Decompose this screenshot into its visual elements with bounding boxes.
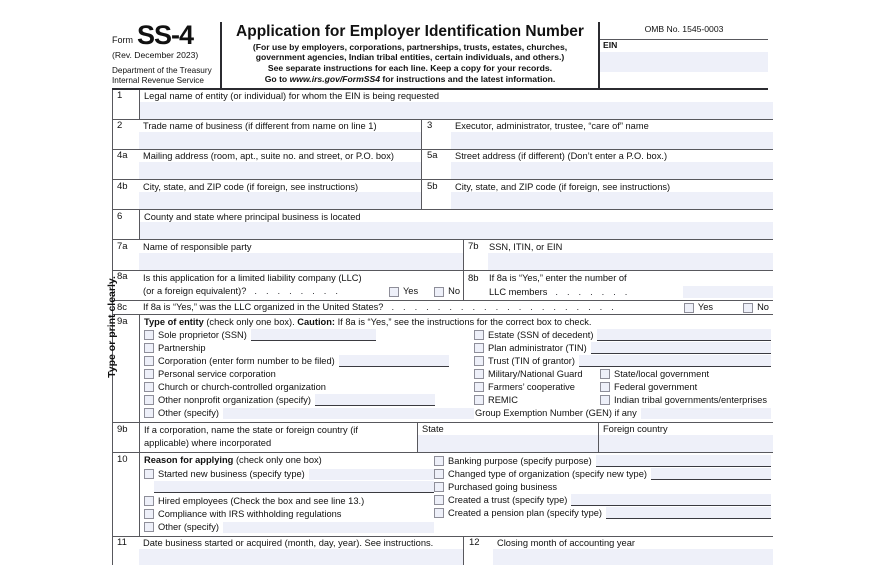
line-9a-right-options (474, 329, 771, 420)
reason-started-new-business-input-line2[interactable] (154, 481, 434, 493)
reason-banking-purpose-label: Banking purpose (specify purpose) (448, 456, 592, 467)
row-line-8c (113, 301, 773, 315)
form-subtitle-line2: government agencies, Indian tribal entities, certain individuals, and others.) (255, 52, 565, 63)
reason-created-trust-input[interactable] (571, 494, 771, 506)
entity-state-local-gov-checkbox[interactable] (600, 369, 610, 379)
reason-other-checkbox[interactable] (144, 522, 154, 532)
line-9a-caution-label: Caution: (297, 317, 335, 328)
line-2-label: Trade name of business (if different from name on line 1) (143, 121, 377, 132)
line-8c-no-checkbox[interactable] (743, 303, 753, 313)
dept-treasury-line: Department of the Treasury (112, 65, 212, 75)
entity-plan-administrator-label: Plan administrator (TIN) (488, 342, 587, 353)
entity-personal-service-corp-label: Personal service corporation (158, 368, 276, 379)
reason-created-trust-checkbox[interactable] (434, 495, 444, 505)
form-goto-line (226, 74, 594, 84)
group-exemption-label: Group Exemption Number (GEN) if any (475, 407, 637, 418)
form-instructions-note: See separate instructions for each line. Keep a copy for your records. (267, 63, 553, 74)
entity-federal-gov-label: Federal government (614, 381, 698, 392)
form-header (112, 22, 768, 90)
line-12-number: 12 (469, 537, 480, 549)
sidebar-vertical-label: Type or print clearly. (105, 275, 118, 378)
line-9b-state-label: State (422, 424, 444, 435)
line-10-heading-bold: Reason for applying (144, 454, 234, 465)
row-line-4b-5b (113, 180, 773, 210)
form-number: SS-4 (137, 20, 194, 50)
row-line-6 (113, 210, 773, 240)
row-line-10 (113, 453, 773, 537)
form-word-label: Form (112, 35, 133, 46)
entity-nonprofit-checkbox[interactable] (144, 395, 154, 405)
line-9a-heading (144, 317, 771, 328)
entity-farmers-coop-checkbox[interactable] (474, 382, 484, 392)
line-8b-label-line1: If 8a is “Yes,” enter the number of (489, 272, 627, 283)
entity-partnership-checkbox[interactable] (144, 343, 154, 353)
row-line-4a-5a (113, 150, 773, 180)
line-9b-foreign-country-input[interactable] (599, 435, 773, 452)
entity-state-local-gov-label: State/local government (614, 368, 710, 379)
line-8c-yes-checkbox[interactable] (684, 303, 694, 313)
reason-hired-employees-label: Hired employees (Check the box and see line 13.) (158, 496, 365, 507)
line-8b-leader-dots: . . . . . . . (555, 286, 631, 297)
reason-other-specify-input[interactable] (223, 522, 434, 533)
line-10-number: 10 (117, 453, 128, 465)
form-revision-date: (Rev. December 2023) (112, 49, 199, 60)
entity-indian-tribal-checkbox[interactable] (600, 395, 610, 405)
line-2-input[interactable] (139, 132, 421, 149)
line-10-heading-rest: (check only one box) (233, 454, 322, 465)
line-4b-label: City, state, and ZIP code (if foreign, see instructions) (143, 181, 359, 192)
line-9b-number: 9b (117, 423, 128, 435)
entity-remic-label: REMIC (488, 394, 518, 405)
line-9a-left-options (144, 329, 474, 420)
entity-nonprofit-specify-input[interactable] (315, 394, 435, 406)
entity-corporation-label: Corporation (enter form number to be filed) (158, 355, 335, 366)
line-9a-heading-mid: (check only one box). (203, 317, 298, 328)
row-line-7a-7b (113, 240, 773, 270)
entity-plan-administrator-checkbox[interactable] (474, 343, 484, 353)
line-4a-label: Mailing address (room, apt., suite no. and street, or P.O. box) (143, 151, 394, 162)
line-3-input[interactable] (451, 132, 773, 149)
line-8b-number: 8b (468, 272, 479, 284)
row-line-1 (113, 90, 773, 120)
line-8b-label-line2: LLC members (489, 286, 548, 297)
line-9a-number: 9a (117, 316, 128, 328)
line-7b-number: 7b (468, 240, 479, 252)
entity-trust-tin-input[interactable] (579, 355, 771, 367)
entity-corporation-checkbox[interactable] (144, 356, 154, 366)
entity-sole-proprietor-checkbox[interactable] (144, 330, 154, 340)
line-5b-number: 5b (427, 180, 438, 192)
ein-input[interactable] (600, 52, 768, 72)
line-11-number: 11 (117, 537, 127, 549)
reason-banking-purpose-input[interactable] (596, 455, 771, 467)
group-exemption-input[interactable] (641, 408, 771, 419)
form-subtitle-line1: (For use by employers, corporations, partnerships, trusts, estates, churches, (252, 41, 568, 52)
line-5a-input[interactable] (451, 162, 773, 179)
entity-plan-administrator-tin-input[interactable] (591, 342, 771, 354)
reason-changed-org-type-input[interactable] (651, 468, 771, 480)
line-8a-no-checkbox[interactable] (434, 287, 444, 297)
line-5b-label: City, state, and ZIP code (if foreign, see instructions) (455, 181, 671, 192)
entity-corporation-form-input[interactable] (339, 355, 449, 367)
line-10-right-options (434, 455, 771, 534)
line-5b-input[interactable] (451, 192, 773, 209)
line-8c-leader-dots: . . . . . . . . . . . . . . . . . . . . (391, 302, 618, 313)
line-8a-yes-label: Yes (402, 286, 419, 297)
reason-created-pension-plan-checkbox[interactable] (434, 508, 444, 518)
entity-partnership-label: Partnership (158, 342, 206, 353)
line-11-input[interactable] (139, 549, 463, 565)
entity-farmers-coop-label: Farmers’ cooperative (488, 381, 575, 392)
line-4b-number: 4b (117, 180, 128, 192)
line-8a-no-label: No (448, 286, 460, 297)
line-8a-number: 8a (117, 271, 128, 283)
line-8b-members-input[interactable] (683, 286, 773, 298)
line-4b-input[interactable] (139, 192, 421, 209)
entity-federal-gov-checkbox[interactable] (600, 382, 610, 392)
line-8c-no-label: No (757, 302, 769, 313)
entity-military-label: Military/National Guard (488, 368, 583, 379)
reason-created-trust-label: Created a trust (specify type) (448, 495, 568, 506)
line-7b-input[interactable] (488, 253, 773, 270)
reason-started-new-business-input[interactable] (309, 469, 434, 480)
row-line-9a (113, 315, 773, 423)
row-line-2-3 (113, 120, 773, 150)
line-8a-label-line1: Is this application for a limited liability company (LLC) (143, 272, 362, 283)
goto-prefix: Go to (264, 73, 290, 84)
line-8c-yes-label: Yes (697, 302, 714, 313)
entity-other-checkbox[interactable] (144, 408, 154, 418)
entity-trust-label: Trust (TIN of grantor) (488, 355, 575, 366)
reason-created-pension-plan-label: Created a pension plan (specify type) (448, 508, 603, 519)
row-line-9b (113, 423, 773, 453)
line-10-left-options (144, 455, 434, 534)
line-9a-heading-rest: If 8a is “Yes,” see the instructions for the correct box to check. (335, 317, 592, 328)
line-9a-heading-bold1: Type of entity (144, 317, 204, 328)
line-7a-input[interactable] (139, 253, 463, 270)
line-5a-label: Street address (if different) (Don’t enter a P.O. box.) (455, 151, 668, 162)
line-8c-label: If 8a is “Yes,” was the LLC organized in the United States? (143, 302, 384, 313)
line-8a-leader-dots: . . . . . . . . (254, 286, 342, 297)
entity-other-label: Other (specify) (158, 407, 219, 418)
line-7a-number: 7a (117, 240, 128, 252)
irs-url[interactable]: www.irs.gov/FormSS4 (289, 73, 380, 84)
entity-remic-checkbox[interactable] (474, 395, 484, 405)
entity-military-checkbox[interactable] (474, 369, 484, 379)
line-9b-state-input[interactable] (418, 435, 598, 452)
line-9b-label-line2: applicable) where incorporated (144, 438, 272, 449)
header-omb-block (598, 22, 768, 88)
entity-other-specify-input[interactable] (223, 408, 474, 419)
entity-church-checkbox[interactable] (144, 382, 154, 392)
line-1-number: 1 (117, 90, 123, 102)
entity-sole-proprietor-ssn-input[interactable] (251, 329, 376, 341)
reason-other-label: Other (specify) (158, 522, 219, 533)
line-6-label: County and state where principal business is located (144, 211, 361, 222)
reason-created-pension-plan-input[interactable] (606, 507, 771, 519)
line-9b-foreign-country-label: Foreign country (603, 424, 668, 435)
entity-indian-tribal-label: Indian tribal governments/enterprises (614, 394, 767, 405)
line-1-label: Legal name of entity (or individual) for whom the EIN is being requested (144, 91, 440, 102)
reason-changed-org-type-label: Changed type of organization (specify new type) (448, 469, 647, 480)
form-rows (113, 90, 773, 566)
line-11-label: Date business started or acquired (month, day, year). See instructions. (143, 538, 434, 549)
line-3-label: Executor, administrator, trustee, “care of” name (455, 121, 649, 132)
reason-started-new-business-label: Started new business (specify type) (158, 469, 305, 480)
header-form-id-block (112, 22, 220, 88)
reason-changed-org-type-checkbox[interactable] (434, 469, 444, 479)
goto-suffix: for instructions and the latest information. (380, 73, 556, 84)
line-9b-label-line1: If a corporation, name the state or foreign country (if (144, 424, 358, 435)
entity-sole-proprietor-label: Sole proprietor (SSN) (158, 329, 247, 340)
line-4a-number: 4a (117, 150, 128, 162)
line-6-input[interactable] (140, 222, 773, 239)
entity-personal-service-corp-checkbox[interactable] (144, 369, 154, 379)
ein-label: EIN (603, 39, 618, 50)
ein-box (600, 39, 768, 72)
line-3-number: 3 (427, 120, 433, 132)
line-6-number: 6 (117, 210, 123, 222)
reason-banking-purpose-checkbox[interactable] (434, 456, 444, 466)
reason-purchased-going-business-label: Purchased going business (448, 482, 558, 493)
entity-estate-ssn-input[interactable] (597, 329, 771, 341)
reason-started-new-business-checkbox[interactable] (144, 469, 154, 479)
header-title-block (220, 22, 598, 88)
line-8a-yes-checkbox[interactable] (389, 287, 399, 297)
line-12-label: Closing month of accounting year (497, 538, 635, 549)
line-2-number: 2 (117, 120, 123, 132)
line-5a-number: 5a (427, 150, 438, 162)
omb-number: OMB No. 1545-0003 (644, 24, 724, 34)
row-line-11-12 (113, 537, 773, 565)
form-ss4 (105, 20, 769, 565)
line-12-input[interactable] (493, 549, 773, 565)
row-line-8a-8b (113, 271, 773, 302)
entity-estate-label: Estate (SSN of decedent) (488, 329, 594, 340)
line-4a-input[interactable] (139, 162, 421, 179)
dept-irs-line: Internal Revenue Service (112, 75, 204, 85)
line-7b-label: SSN, ITIN, or EIN (489, 241, 563, 252)
reason-irs-withholding-compliance-label: Compliance with IRS withholding regulations (158, 509, 342, 520)
reason-irs-withholding-compliance-checkbox[interactable] (144, 509, 154, 519)
line-10-heading (144, 455, 434, 468)
line-8c-number: 8c (117, 301, 128, 313)
entity-trust-checkbox[interactable] (474, 356, 484, 366)
entity-estate-checkbox[interactable] (474, 330, 484, 340)
reason-purchased-going-business-checkbox[interactable] (434, 482, 444, 492)
line-7a-label: Name of responsible party (143, 241, 252, 252)
entity-church-label: Church or church-controlled organization (158, 381, 326, 392)
form-body (105, 90, 769, 566)
reason-hired-employees-checkbox[interactable] (144, 496, 154, 506)
line-1-input[interactable] (140, 102, 773, 119)
entity-nonprofit-label: Other nonprofit organization (specify) (158, 394, 311, 405)
line-8a-label-line2: (or a foreign equivalent)? (143, 286, 247, 297)
form-title: Application for Employer Identification Number (236, 23, 584, 40)
